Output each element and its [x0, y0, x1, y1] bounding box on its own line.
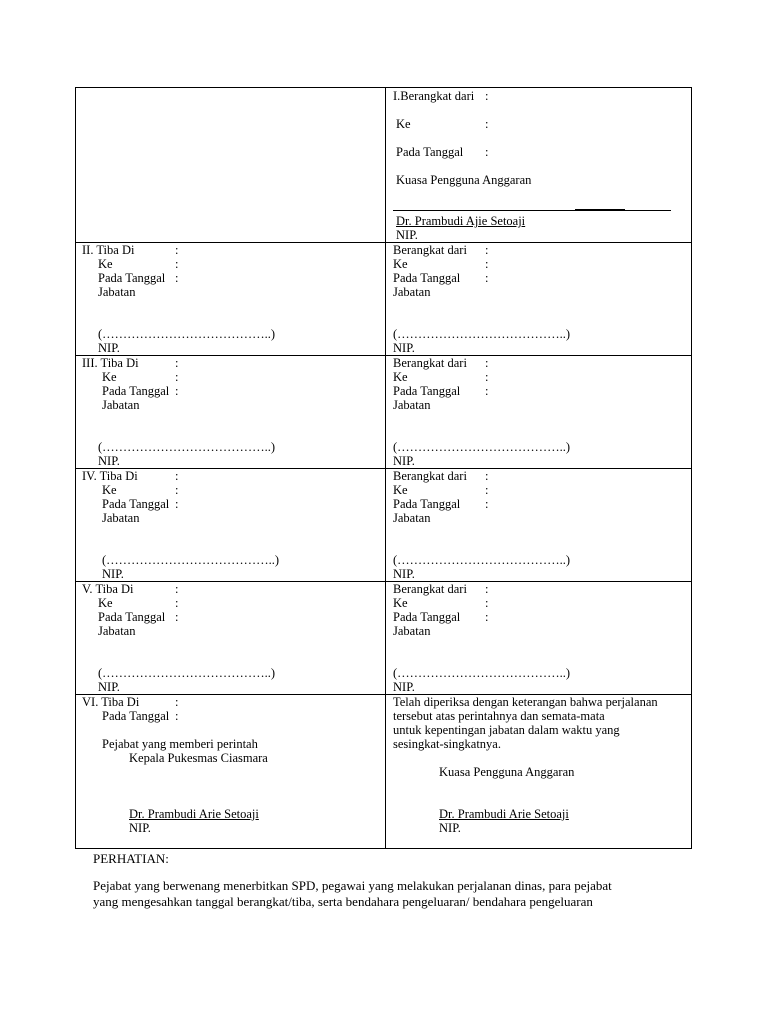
colon: :: [175, 469, 179, 483]
nip-label: NIP.: [393, 567, 415, 581]
colon: :: [175, 610, 179, 624]
tiba-di-label: II. Tiba Di: [82, 243, 135, 257]
signature-placeholder: (…………………………………..): [98, 666, 276, 680]
colon: :: [485, 243, 489, 257]
colon: :: [485, 596, 489, 610]
pejabat-label: Pejabat yang memberi perintah: [102, 737, 258, 751]
perhatian-heading: PERHATIAN:: [93, 851, 169, 866]
berangkat-dari-label: Berangkat dari: [393, 582, 467, 596]
signature-placeholder: (…………………………………..): [393, 666, 571, 680]
signature-placeholder: (…………………………………..): [393, 327, 571, 341]
signer-name: Dr. Prambudi Ajie Setoaji: [396, 214, 526, 228]
nip-label: NIP.: [129, 821, 151, 835]
jabatan-label: Jabatan: [393, 624, 431, 638]
colon: :: [175, 356, 179, 370]
signature-mark: [575, 209, 625, 211]
signature-placeholder: (…………………………………..): [393, 440, 571, 454]
row-divider: [75, 355, 692, 356]
pada-tanggal-label: Pada Tanggal: [98, 271, 166, 285]
kuasa-pengguna-anggaran: Kuasa Pengguna Anggaran: [439, 765, 575, 779]
berangkat-dari-label: I.Berangkat dari: [393, 89, 475, 103]
pada-tanggal-label: Pada Tanggal: [102, 384, 170, 398]
colon: :: [485, 117, 489, 131]
pada-tanggal-label: Pada Tanggal: [102, 709, 170, 723]
signature-placeholder: (…………………………………..): [98, 440, 276, 454]
pada-tanggal-label: Pada Tanggal: [396, 145, 464, 159]
tiba-di-label: III. Tiba Di: [82, 356, 139, 370]
signature-placeholder: (…………………………………..): [393, 553, 571, 567]
signer-name: Dr. Prambudi Arie Setoaji: [439, 807, 569, 821]
jabatan-label: Jabatan: [98, 285, 136, 299]
ke-label: Ke: [393, 257, 408, 271]
ke-label: Ke: [393, 596, 408, 610]
colon: :: [485, 483, 489, 497]
jabatan-label: Jabatan: [393, 511, 431, 525]
tiba-di-label: VI. Tiba Di: [82, 695, 140, 709]
colon: :: [175, 271, 179, 285]
kepala-label: Kepala Pukesmas Ciasmara: [129, 751, 268, 765]
nip-label: NIP.: [98, 454, 120, 468]
colon: :: [175, 483, 179, 497]
colon: :: [175, 497, 179, 511]
colon: :: [485, 582, 489, 596]
row-divider: [75, 581, 692, 582]
colon: :: [485, 356, 489, 370]
colon: :: [175, 695, 179, 709]
colon: :: [175, 257, 179, 271]
nip-label: NIP.: [439, 821, 461, 835]
berangkat-dari-label: Berangkat dari: [393, 356, 467, 370]
signature-line: [393, 210, 671, 211]
colon: :: [485, 497, 489, 511]
nip-label: NIP.: [396, 228, 418, 242]
ke-label: Ke: [102, 483, 117, 497]
pada-tanggal-label: Pada Tanggal: [393, 610, 461, 624]
nip-label: NIP.: [393, 454, 415, 468]
notice-line: Pejabat yang berwenang menerbitkan SPD, pegawai yang melakukan perjalanan dinas, para pejabat: [93, 878, 612, 893]
notice-line: yang mengesahkan tanggal berangkat/tiba, serta bendahara pengeluaran/ bendahara pengeluaran: [93, 894, 593, 909]
ke-label: Ke: [98, 257, 113, 271]
jabatan-label: Jabatan: [393, 285, 431, 299]
colon: :: [485, 257, 489, 271]
colon: :: [485, 89, 489, 103]
colon: :: [175, 709, 179, 723]
colon: :: [175, 243, 179, 257]
pada-tanggal-label: Pada Tanggal: [102, 497, 170, 511]
row-divider: [75, 468, 692, 469]
ke-label: Ke: [393, 370, 408, 384]
colon: :: [485, 271, 489, 285]
colon: :: [175, 384, 179, 398]
statement-line: sesingkat-singkatnya.: [393, 737, 501, 751]
nip-label: NIP.: [98, 680, 120, 694]
nip-label: NIP.: [98, 341, 120, 355]
colon: :: [175, 596, 179, 610]
berangkat-dari-label: Berangkat dari: [393, 243, 467, 257]
pada-tanggal-label: Pada Tanggal: [98, 610, 166, 624]
nip-label: NIP.: [102, 567, 124, 581]
jabatan-label: Jabatan: [393, 398, 431, 412]
colon: :: [485, 610, 489, 624]
pada-tanggal-label: Pada Tanggal: [393, 497, 461, 511]
colon: :: [485, 145, 489, 159]
jabatan-label: Jabatan: [102, 398, 140, 412]
statement-line: tersebut atas perintahnya dan semata-mata: [393, 709, 605, 723]
colon: :: [485, 370, 489, 384]
colon: :: [485, 469, 489, 483]
pada-tanggal-label: Pada Tanggal: [393, 271, 461, 285]
pada-tanggal-label: Pada Tanggal: [393, 384, 461, 398]
colon: :: [175, 582, 179, 596]
statement-line: untuk kepentingan jabatan dalam waktu yang: [393, 723, 620, 737]
statement-line: Telah diperiksa dengan keterangan bahwa perjalanan: [393, 695, 658, 709]
signature-placeholder: (…………………………………..): [102, 553, 280, 567]
signer-name: Dr. Prambudi Arie Setoaji: [129, 807, 259, 821]
kuasa-pengguna-anggaran: Kuasa Pengguna Anggaran: [396, 173, 532, 187]
tiba-di-label: IV. Tiba Di: [82, 469, 138, 483]
jabatan-label: Jabatan: [98, 624, 136, 638]
ke-label: Ke: [102, 370, 117, 384]
ke-label: Ke: [393, 483, 408, 497]
tiba-di-label: V. Tiba Di: [82, 582, 134, 596]
signature-placeholder: (…………………………………..): [98, 327, 276, 341]
ke-label: Ke: [396, 117, 411, 131]
nip-label: NIP.: [393, 341, 415, 355]
colon: :: [175, 370, 179, 384]
row-divider: [75, 242, 692, 243]
ke-label: Ke: [98, 596, 113, 610]
colon: :: [485, 384, 489, 398]
berangkat-dari-label: Berangkat dari: [393, 469, 467, 483]
nip-label: NIP.: [393, 680, 415, 694]
jabatan-label: Jabatan: [102, 511, 140, 525]
